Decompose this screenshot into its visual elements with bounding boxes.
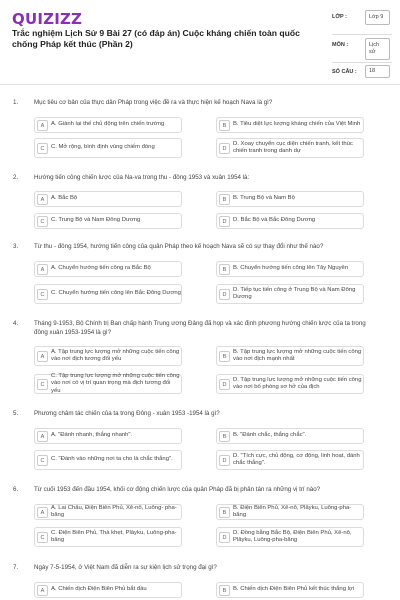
option-letter: B xyxy=(219,585,230,596)
option-letter: D xyxy=(219,532,230,543)
option-b[interactable] xyxy=(216,504,364,520)
question-number: 4. xyxy=(13,320,19,327)
option-c[interactable] xyxy=(34,450,182,470)
option-text: C. "Đánh vào những nơi ta cho là chắc thắng". xyxy=(51,456,173,463)
meta-divider xyxy=(332,34,392,35)
option-text: B. Tiêu diệt lực lượng kháng chiến của Việt Minh xyxy=(233,121,361,128)
meta-label: SỐ CÂU : xyxy=(332,69,357,75)
question-text: Mục tiêu cơ bản của thực dân Pháp trong việc đề ra và thực hiện kế hoạch Nava là gì? xyxy=(34,99,273,106)
meta-value: Lớp 9 xyxy=(365,10,390,25)
option-text: A. "Đánh nhanh, thắng nhanh". xyxy=(51,432,133,439)
option-letter: B xyxy=(219,431,230,442)
option-text: B. "Đánh chắc, thắng chắc". xyxy=(233,432,307,439)
option-letter: C xyxy=(37,379,48,390)
question-number: 2. xyxy=(13,174,19,181)
option-letter: B xyxy=(219,264,230,275)
option-b[interactable] xyxy=(216,117,364,133)
option-letter: C xyxy=(37,143,48,154)
option-a[interactable] xyxy=(34,428,182,444)
option-d[interactable] xyxy=(216,138,364,158)
option-text: B. Tập trung lực lượng mở những cuộc tiến công vào nơi địch mạnh nhất xyxy=(233,348,362,362)
option-text: B. Chuyển hướng tiến công lên Tây Nguyên xyxy=(233,265,349,272)
question-text: Từ cuối 1953 đến đầu 1954, khối cơ động chiến lược của quân Pháp đã bị phân tán ra những vị trí nào? xyxy=(34,486,321,493)
option-letter: C xyxy=(37,455,48,466)
option-text: A. Giành lại thế chủ động trên chiến trường xyxy=(51,121,165,128)
option-b[interactable] xyxy=(216,346,364,366)
option-text: D. Tiếp tục tiến công ở Trung Bộ và Nam Đông Dương xyxy=(233,286,356,300)
option-c[interactable] xyxy=(34,527,182,547)
option-text: B. Chiến dịch Điện Biên Phủ kết thúc thắng lợi xyxy=(233,586,355,593)
option-c[interactable] xyxy=(34,374,182,394)
option-d[interactable] xyxy=(216,527,364,547)
option-text: C. Chuyển hướng tiến công lên Bắc Đông Dương xyxy=(51,290,181,297)
option-a[interactable] xyxy=(34,117,182,133)
option-letter: C xyxy=(37,216,48,227)
question-number: 6. xyxy=(13,486,19,493)
option-letter: B xyxy=(219,507,230,518)
question-text: Ngày 7-5-1954, ở Việt Nam đã diễn ra sự kiện lịch sử trọng đại gì? xyxy=(34,564,217,571)
option-text: D. Bắc Bộ và Bắc Đông Dương xyxy=(233,217,316,224)
option-letter: B xyxy=(219,194,230,205)
option-c[interactable] xyxy=(34,284,182,304)
worksheet-title: Trắc nghiệm Lịch Sử 9 Bài 27 (có đáp án) Cuộc kháng chiến toàn quốc chống Pháp kết thúc (Phần 2) xyxy=(12,28,300,49)
option-letter: A xyxy=(37,194,48,205)
option-text: A. Chiến dịch Điện Biên Phủ bắt đầu xyxy=(51,586,147,593)
option-a[interactable] xyxy=(34,504,182,520)
option-d[interactable] xyxy=(216,374,364,394)
option-letter: C xyxy=(37,289,48,300)
option-letter: A xyxy=(37,431,48,442)
option-text: C. Mở rộng, bình định vùng chiếm đóng xyxy=(51,144,155,151)
option-c[interactable] xyxy=(34,213,182,229)
option-b[interactable] xyxy=(216,582,364,598)
meta-label: MÔN : xyxy=(332,42,349,48)
option-a[interactable] xyxy=(34,261,182,277)
option-letter: A xyxy=(37,351,48,362)
option-letter: B xyxy=(219,351,230,362)
option-letter: D xyxy=(219,216,230,227)
question-text: Từ thu - đông 1954, hướng tiến công của quân Pháp theo kế hoạch Nava sẽ có sự thay đổi như thế nào? xyxy=(34,243,324,250)
option-b[interactable] xyxy=(216,191,364,207)
question-number: 7. xyxy=(13,564,19,571)
option-text: C. Điện Biên Phủ, Thà khẹt, Plâyku, Luông-pha-băng xyxy=(51,529,177,543)
option-b[interactable] xyxy=(216,261,364,277)
meta-label: LỚP : xyxy=(332,14,347,20)
quizizz-logo: QUIZIZZ xyxy=(12,10,83,28)
option-text: A. Chuyển hướng tiến công ra Bắc Bộ xyxy=(51,265,151,272)
option-a[interactable] xyxy=(34,346,182,366)
question-text: Tháng 9-1953, Bộ Chính trị Ban chấp hành Trung ương Đảng đã họp và xác định phương hướng chiến lược của ta trong đông xuân 1953-1954 là gì? xyxy=(34,320,366,336)
option-text: C. Tập trung lực lượng mở những cuộc tiến công vào nơi có vị trí quan trọng mà địch tương đối yếu xyxy=(51,373,180,394)
option-text: B. Điện Biên Phủ, Xê-nô, Plâyku, Luông-pha-băng xyxy=(233,504,352,518)
question-text: Phương châm tác chiến của ta trong Đông - xuân 1953 -1954 là gì? xyxy=(34,410,220,417)
option-letter: A xyxy=(37,120,48,131)
option-a[interactable] xyxy=(34,191,182,207)
option-d[interactable] xyxy=(216,213,364,229)
option-letter: D xyxy=(219,455,230,466)
meta-value: Lịch sử xyxy=(365,38,390,60)
option-letter: B xyxy=(219,120,230,131)
question-number: 5. xyxy=(13,410,19,417)
question-text: Hướng tiến công chiến lược của Na-va trong thu - đông 1953 và xuân 1954 là: xyxy=(34,174,250,181)
option-letter: D xyxy=(219,379,230,390)
meta-value: 18 xyxy=(365,65,390,78)
option-letter: C xyxy=(37,532,48,543)
option-text: D. Tập trung lực lượng mở những cuộc tiến công vào nơi bố phòng sơ hở của địch xyxy=(233,376,362,390)
option-text: B. Trung Bộ và Nam Bộ xyxy=(233,195,295,202)
option-text: D. Xoay chuyển cục diện chiến tranh, kết thúc chiến tranh trong danh dự xyxy=(233,140,353,154)
option-d[interactable] xyxy=(216,450,364,470)
option-letter: A xyxy=(37,507,48,518)
option-text: A. Lai Châu, Điện Biên Phủ, Xê-nô, Luông- pha-băng xyxy=(51,504,177,518)
question-number: 3. xyxy=(13,243,19,250)
option-a[interactable] xyxy=(34,582,182,598)
option-text: A. Tập trung lực lượng mở những cuộc tiến công vào nơi địch tương đối yếu xyxy=(51,348,180,362)
worksheet-header xyxy=(0,0,400,82)
option-text: D. Đồng bằng Bắc Bộ, Điện Biên Phủ, Xê-nô, Plâyku, Luông-pha-băng xyxy=(233,529,352,543)
option-b[interactable] xyxy=(216,428,364,444)
option-text: D. "Tích cực, chủ động, cơ động, linh hoạt, đánh chắc thắng". xyxy=(233,452,360,466)
option-letter: D xyxy=(219,143,230,154)
option-c[interactable] xyxy=(34,138,182,158)
option-letter: A xyxy=(37,585,48,596)
meta-divider xyxy=(332,62,392,63)
option-text: C. Trung Bộ và Nam Đông Dương xyxy=(51,217,141,224)
option-letter: D xyxy=(219,289,230,300)
option-d[interactable] xyxy=(216,284,364,304)
option-letter: A xyxy=(37,264,48,275)
option-text: A. Bắc Bộ xyxy=(51,195,78,202)
question-number: 1. xyxy=(13,99,19,106)
header-divider xyxy=(0,84,400,85)
